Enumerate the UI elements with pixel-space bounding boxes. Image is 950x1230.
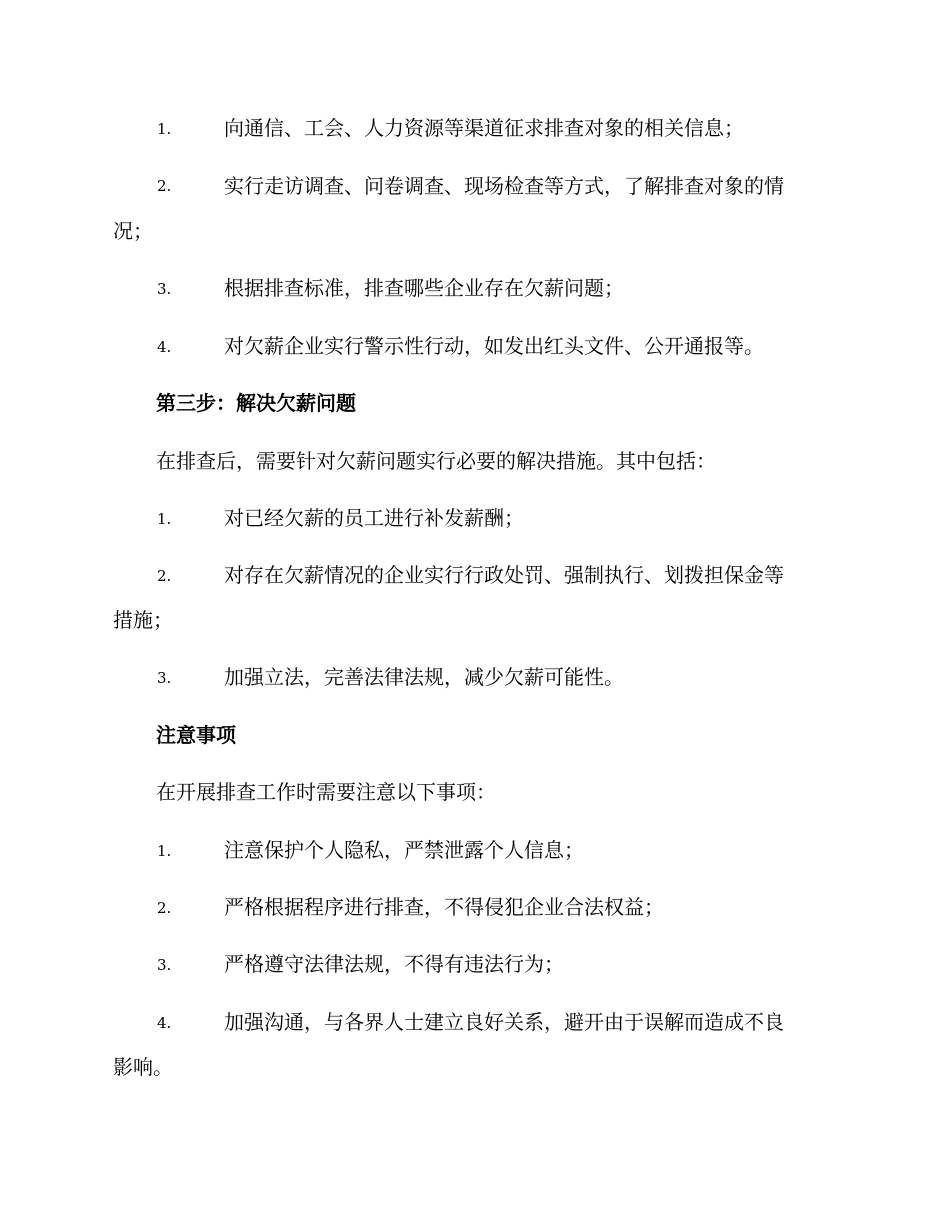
- list-item-number: 1.: [157, 842, 172, 860]
- list-item-text: 对已经欠薪的员工进行补发薪酬；: [224, 506, 524, 530]
- list-item-text: 对存在欠薪情况的企业实行行政处罚、强制执行、划拨担保金等: [224, 563, 784, 587]
- list-item-number: 3.: [157, 280, 172, 298]
- list-item-number: 1.: [157, 510, 172, 528]
- section-heading-notes: 注意事项: [156, 723, 236, 747]
- list-item-text: 注意保护个人隐私，严禁泄露个人信息；: [224, 838, 584, 862]
- list-item-text: 根据排查标准，排查哪些企业存在欠薪问题；: [224, 276, 624, 300]
- list-item-number: 2.: [157, 177, 172, 195]
- list-item-number: 4.: [157, 338, 172, 356]
- section-intro-notes: 在开展排查工作时需要注意以下事项：: [156, 780, 496, 804]
- list-item-number: 4.: [157, 1014, 172, 1032]
- list-item-text: 严格根据程序进行排查，不得侵犯企业合法权益；: [224, 895, 664, 919]
- list-item-number: 1.: [157, 120, 172, 138]
- list-item-text-continued: 影响。: [113, 1055, 173, 1079]
- list-item-text: 加强立法，完善法律法规，减少欠薪可能性。: [224, 665, 624, 689]
- list-item-text: 对欠薪企业实行警示性行动，如发出红头文件、公开通报等。: [224, 334, 764, 358]
- section-intro-step3: 在排查后，需要针对欠薪问题实行必要的解决措施。其中包括：: [156, 449, 716, 473]
- list-item-text: 实行走访调查、问卷调查、现场检查等方式，了解排查对象的情: [224, 174, 784, 198]
- list-item-text-continued: 况；: [113, 219, 153, 243]
- list-item-number: 3.: [157, 669, 172, 687]
- list-item-text-continued: 措施；: [113, 608, 173, 632]
- list-item-number: 3.: [157, 956, 172, 974]
- section-heading-step3: 第三步：解决欠薪问题: [156, 391, 356, 415]
- list-item-number: 2.: [157, 567, 172, 585]
- list-item-text: 向通信、工会、人力资源等渠道征求排查对象的相关信息；: [224, 116, 744, 140]
- list-item-text: 严格遵守法律法规，不得有违法行为；: [224, 952, 564, 976]
- list-item-text: 加强沟通，与各界人士建立良好关系，避开由于误解而造成不良: [224, 1010, 784, 1034]
- list-item-number: 2.: [157, 899, 172, 917]
